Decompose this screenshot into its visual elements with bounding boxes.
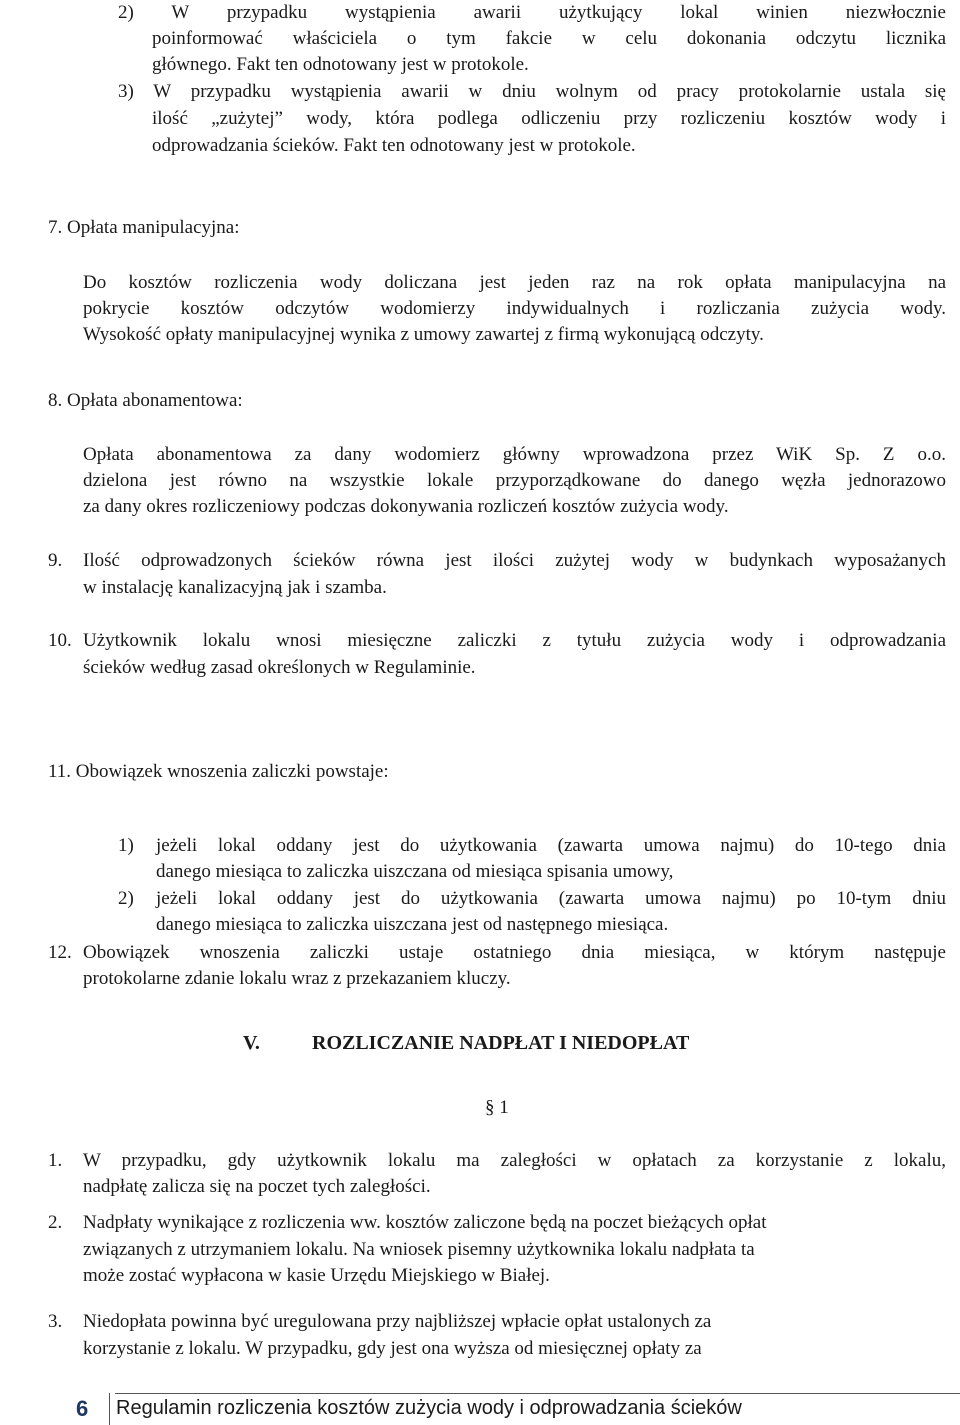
item-number: 2) [118, 888, 134, 909]
item-number: 2. [48, 1212, 63, 1233]
text-line: korzystanie z lokalu. W przypadku, gdy jest ona wyższa od miesięcznej opłaty za [83, 1338, 702, 1359]
text-line: może zostać wypłacona w kasie Urzędu Miejskiego w Białej. [83, 1265, 550, 1286]
chapter-number: V. [243, 1032, 260, 1054]
item-number: 1) [118, 835, 134, 856]
item-number: 10. [48, 630, 72, 651]
text-line: Opłata abonamentowa za dany wodomierz główny wprowadzona przez WiK Sp. Z o.o. [83, 444, 946, 465]
text-line: W przypadku, gdy użytkownik lokalu ma zaległości w opłatach za korzystanie z lokalu, [83, 1150, 946, 1171]
text-line: Użytkownik lokalu wnosi miesięczne zaliczki z tytułu zużycia wody i odprowadzania [83, 630, 946, 651]
text-line: Nadpłaty wynikające z rozliczenia ww. kosztów zaliczone będą na poczet bieżących opłat [83, 1212, 767, 1233]
text-line: za dany okres rozliczeniowy podczas dokonywania rozliczeń kosztów zużycia wody. [83, 496, 729, 517]
text-line: Wysokość opłaty manipulacyjnej wynika z umowy zawartej z firmą wykonującą odczyty. [83, 324, 764, 345]
text-line: w instalację kanalizacyjną jak i szamba. [83, 577, 387, 598]
text-line: dzielona jest równo na wszystkie lokale przyporządkowane do danego węzła jednorazowo [83, 470, 946, 491]
text-line: pokrycie kosztów odczytów wodomierzy indywidualnych i rozliczania zużycia wody. [83, 298, 946, 319]
item-number: 12. [48, 942, 72, 963]
text-line: związanych z utrzymaniem lokalu. Na wniosek pisemny użytkownika lokalu nadpłata ta [83, 1239, 755, 1260]
item-number: 3. [48, 1311, 63, 1332]
text-line: 3) W przypadku wystąpienia awarii w dniu wolnym od pracy protokolarnie ustala się [118, 81, 946, 102]
text-line: ścieków według zasad określonych w Regulaminie. [83, 657, 476, 678]
text-line: danego miesiąca to zaliczka uiszczana od miesiąca spisania umowy, [156, 861, 674, 882]
section-heading-7: 7. Opłata manipulacyjna: [48, 217, 240, 238]
text-line: Ilość odprowadzonych ścieków równa jest ilości zużytej wody w budynkach wyposażanych [83, 550, 946, 571]
item-number: 1. [48, 1150, 63, 1171]
text-line: 2) W przypadku wystąpienia awarii użytkujący lokal winien niezwłocznie [118, 2, 946, 23]
page-number: 6 [76, 1396, 89, 1421]
text-line: danego miesiąca to zaliczka uiszczana jest od następnego miesiąca. [156, 914, 669, 935]
section-heading-8: 8. Opłata abonamentowa: [48, 390, 243, 411]
text-line: nadpłatę zalicza się na poczet tych zaległości. [83, 1176, 431, 1197]
text-line: jeżeli lokal oddany jest do użytkowania (zawarta umowa najmu) do 10-tego dnia [156, 835, 946, 856]
item-number: 9. [48, 550, 63, 571]
footer-title: Regulamin rozliczenia kosztów zużycia wody i odprowadzania ścieków [116, 1397, 742, 1419]
text-line: odprowadzania ścieków. Fakt ten odnotowany jest w protokole. [152, 135, 636, 156]
section-heading-11: 11. Obowiązek wnoszenia zaliczki powstaje: [48, 761, 389, 782]
footer-divider [109, 1393, 110, 1425]
text-line: Obowiązek wnoszenia zaliczki ustaje ostatniego dnia miesiąca, w którym następuje [83, 942, 946, 963]
text-line: ilość „zużytej” wody, która podlega odliczeniu przy rozliczeniu kosztów wody i [152, 108, 946, 129]
paragraph-mark: § 1 [485, 1097, 509, 1118]
text-line: jeżeli lokal oddany jest do użytkowania (zawarta umowa najmu) po 10-tym dniu [156, 888, 946, 909]
chapter-title: ROZLICZANIE NADPŁAT I NIEDOPŁAT [312, 1032, 690, 1054]
text-line: Niedopłata powinna być uregulowana przy najbliższej wpłacie opłat ustalonych za [83, 1311, 712, 1332]
text-line: Do kosztów rozliczenia wody doliczana jest jeden raz na rok opłata manipulacyjna na [83, 272, 946, 293]
text-line: głównego. Fakt ten odnotowany jest w protokole. [152, 54, 529, 75]
text-line: protokolarne zdanie lokalu wraz z przekazaniem kluczy. [83, 968, 511, 989]
text-line: poinformować właściciela o tym fakcie w celu dokonania odczytu licznika [152, 28, 946, 49]
